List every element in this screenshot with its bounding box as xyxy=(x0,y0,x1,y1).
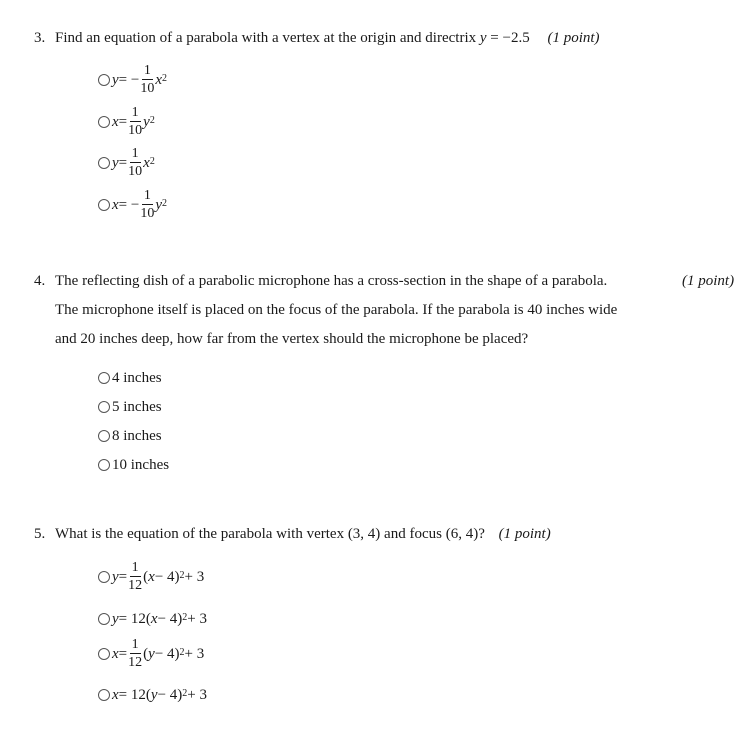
fraction: $\frac{1}{10}$ xyxy=(128,146,143,179)
points-label: (1 point) xyxy=(547,30,600,46)
points-label: (1 point) xyxy=(682,273,735,289)
radio-button[interactable] xyxy=(98,613,110,625)
radio-button[interactable] xyxy=(98,689,110,701)
answer-option[interactable]: y = $\frac{1}{10}$ x $^2$ xyxy=(98,153,155,173)
answer-option[interactable]: y = $\frac{1}{12}$ ( x − 4) $^2$ + 3 xyxy=(98,567,204,587)
answer-option[interactable]: y = − $\frac{1}{10}$ x $^2$ xyxy=(98,70,167,90)
fraction: $\frac{1}{10}$ xyxy=(140,63,155,96)
radio-button[interactable] xyxy=(98,459,110,471)
question-text-line-3: and 20 inches deep, how far from the vertex should the microphone be placed? xyxy=(55,331,529,347)
answer-option[interactable]: 5 inches xyxy=(98,397,162,417)
answer-option[interactable]: x = − $\frac{1}{10}$ y $^2$ xyxy=(98,195,167,215)
fraction: $\frac{1}{10}$ xyxy=(140,188,155,221)
answer-option[interactable]: x = $\frac{1}{10}$ y $^2$ xyxy=(98,112,155,132)
question-number: 5. xyxy=(34,526,46,542)
answer-option[interactable]: 10 inches xyxy=(98,455,169,475)
answer-option[interactable]: 8 inches xyxy=(98,426,162,446)
radio-button[interactable] xyxy=(98,401,110,413)
question-text-line-1: The reflecting dish of a parabolic microphone has a cross-section in the shape of a parabola. xyxy=(55,273,608,289)
radio-button[interactable] xyxy=(98,157,110,169)
radio-button[interactable] xyxy=(98,74,110,86)
radio-button[interactable] xyxy=(98,571,110,583)
fraction: $\frac{1}{10}$ xyxy=(128,105,143,138)
points-label: (1 point) xyxy=(498,526,551,542)
radio-button[interactable] xyxy=(98,430,110,442)
question-text: What is the equation of the parabola with vertex (3, 4) and focus (6, 4)? (1 point) xyxy=(55,526,551,542)
question-number: 3. xyxy=(34,30,46,46)
question-text-line-2: The microphone itself is placed on the focus of the parabola. If the parabola is 40 inches wide xyxy=(55,302,618,318)
radio-button[interactable] xyxy=(98,199,110,211)
fraction: $\frac{1}{12}$ xyxy=(128,637,143,670)
answer-option[interactable]: x = 12( y − 4) $^2$ + 3 xyxy=(98,685,207,705)
radio-button[interactable] xyxy=(98,648,110,660)
answer-option[interactable]: 4 inches xyxy=(98,368,162,388)
question-text: Find an equation of a parabola with a vertex at the origin and directrix y = −2.5 (1 point) xyxy=(55,30,600,46)
answer-option[interactable]: x = $\frac{1}{12}$ ( y − 4) $^2$ + 3 xyxy=(98,644,204,664)
answer-option[interactable]: y = 12( x − 4) $^2$ + 3 xyxy=(98,609,207,629)
fraction: $\frac{1}{12}$ xyxy=(128,560,143,593)
radio-button[interactable] xyxy=(98,372,110,384)
question-number: 4. xyxy=(34,273,46,289)
radio-button[interactable] xyxy=(98,116,110,128)
